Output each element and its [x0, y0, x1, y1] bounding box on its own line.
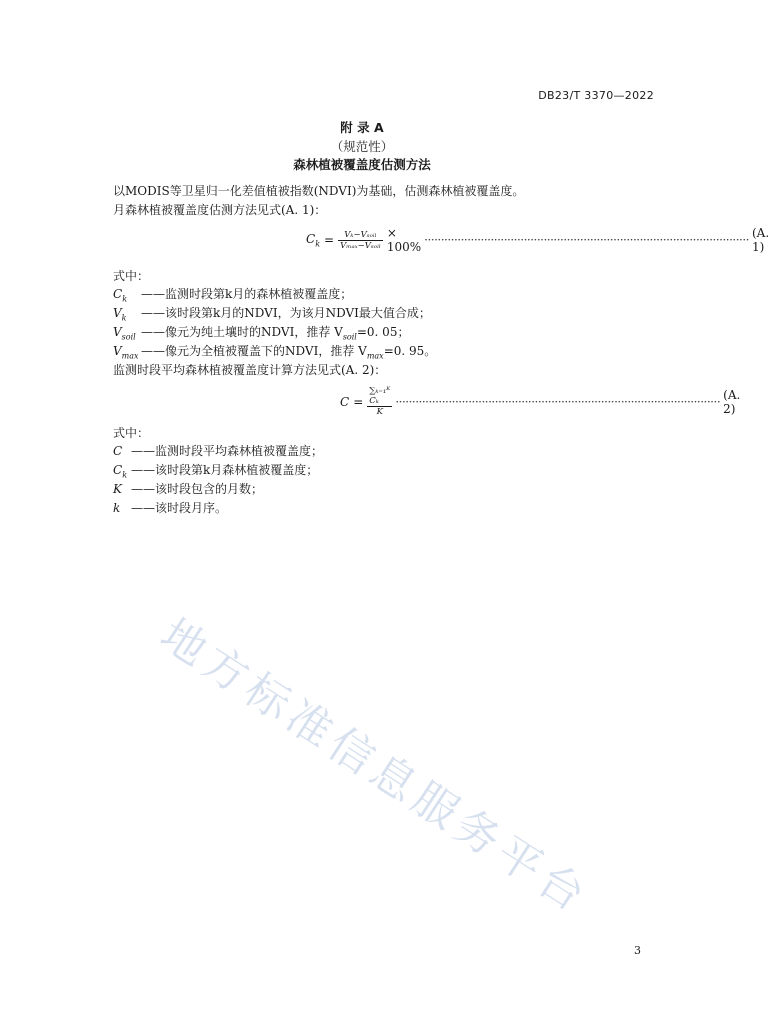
where-label-2: 式中：: [113, 426, 150, 440]
eq1-fraction: [338, 230, 383, 251]
definition-vk: $V_k$ ——该时段第k月的NDVI，为该月NDVI最大值合成；: [113, 306, 431, 323]
document-code: DB23/T 3370—2022: [538, 89, 654, 102]
eq1-numerator: Vₖ−Vₛₒᵢₗ: [344, 229, 377, 240]
eq1-number: (A. 1): [751, 226, 769, 254]
monthly-lead-paragraph: 月森林植被覆盖度估测方法见式(A. 1)：: [113, 203, 327, 217]
eq2-numerator: ∑ₖ₌₁ᴷ Cₖ: [369, 386, 391, 406]
definition-k: k ——该时段月序。: [113, 501, 228, 515]
intro-paragraph: 以MODIS等卫星归一化差值植被指数(NDVI)为基础，估测森林植被覆盖度。: [113, 184, 525, 198]
equation-a2: C = $\frac{\text{∑ₖ₌₁ᴷ Cₖ}}{K}$ ·································································································· (A. 2): [340, 386, 741, 417]
where-label-1: 式中：: [113, 269, 150, 283]
eq2-fraction: [367, 386, 392, 417]
eq1-multiplier: × 100%: [386, 226, 422, 254]
average-lead-paragraph: 监测时段平均森林植被覆盖度计算方法见式(A. 2)：: [113, 363, 387, 377]
eq2-number: (A. 2): [723, 387, 741, 416]
eq2-denominator: K: [376, 407, 383, 417]
definition-ck: $C_k$ ——监测时段第k月的森林植被覆盖度；: [113, 287, 353, 304]
equation-a1: $C_k$ = $\frac{\text{Vₖ−Vₛₒᵢₗ}}{\text{Vₘₐₓ−Vₛₒᵢₗ}}$ × 100% ·································································································· (A. 1): [306, 226, 769, 254]
appendix-nature: （规范性）: [330, 139, 394, 154]
definition-c: C ——监测时段平均森林植被覆盖度；: [113, 444, 324, 458]
appendix-label: 附 录 A: [340, 120, 384, 135]
watermark-text: 地方标准信息服务平台: [151, 609, 599, 925]
eq1-lhs: $C_k$: [306, 231, 321, 249]
definition-vmax: $V_{max}$ ——像元为全植被覆盖下的NDVI，推荐 $V_{max}=0$. 95。: [113, 344, 437, 361]
definition-vsoil: $V_{soil}$ ——像元为纯土壤时的NDVI，推荐 $V_{soil}=0$. 05；: [113, 325, 410, 342]
eq2-lhs: C: [340, 394, 350, 409]
page-number: 3: [634, 944, 641, 957]
eq1-denominator: Vₘₐₓ−Vₛₒᵢₗ: [340, 240, 381, 251]
appendix-title: 森林植被覆盖度估测方法: [293, 157, 431, 172]
eq2-leader-dots: ··································································································: [395, 394, 721, 409]
definition-K: K ——该时段包含的月数；: [113, 482, 264, 496]
eq1-leader-dots: ··································································································: [424, 233, 749, 247]
definition-ck-2: $C_k$ ——该时段第k月森林植被覆盖度；: [113, 463, 319, 480]
